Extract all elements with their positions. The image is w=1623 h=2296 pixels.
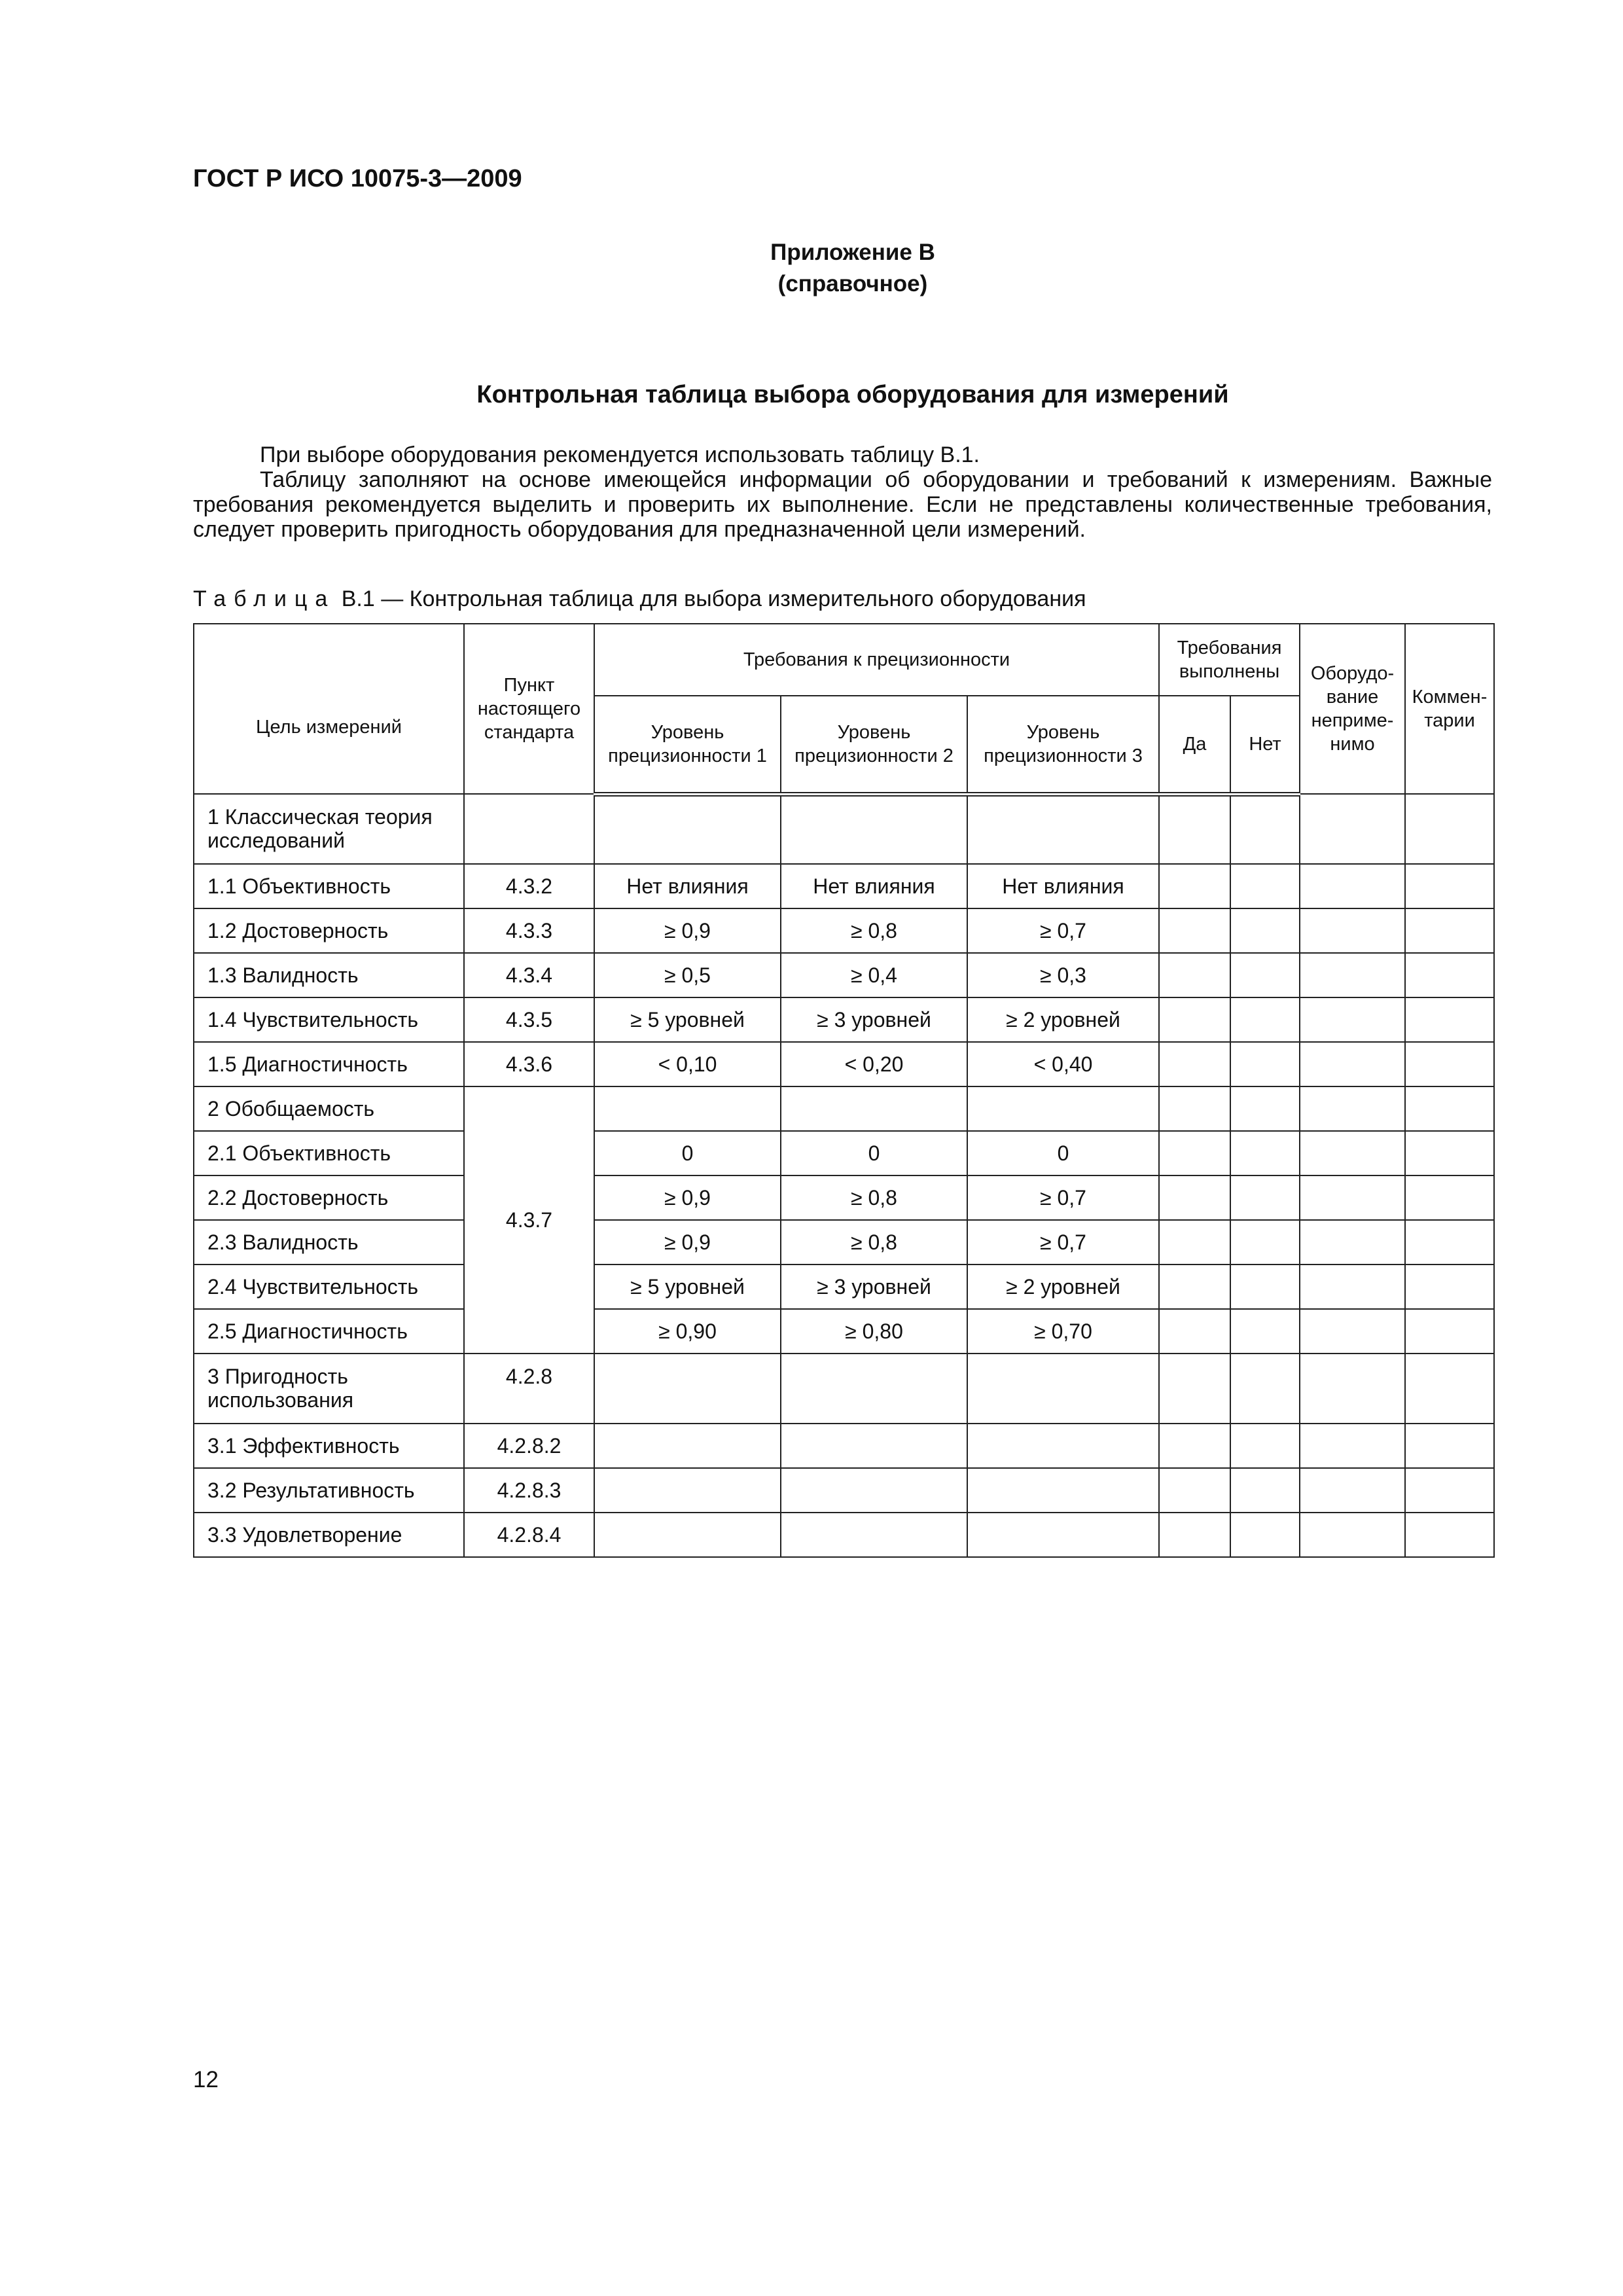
cell-yes (1159, 864, 1230, 908)
cell-comments (1405, 908, 1494, 953)
header-not-applicable: Оборудо-вание неприме-нимо (1300, 624, 1405, 794)
cell-comments (1405, 997, 1494, 1042)
cell-clause: 4.3.2 (464, 864, 594, 908)
cell-level-1: ≥ 0,9 (594, 1175, 781, 1220)
cell-no (1230, 1265, 1300, 1309)
cell-purpose: 3.1 Эффективность (194, 1424, 464, 1468)
table-row (194, 1175, 1494, 1220)
cell-level-3: ≥ 0,7 (967, 1220, 1159, 1265)
cell-purpose: 1 Классическая теория исследований (194, 794, 464, 864)
cell-level-3: ≥ 0,3 (967, 953, 1159, 997)
cell-not-applicable (1300, 1265, 1405, 1309)
appendix-heading (0, 237, 1623, 300)
table-caption-prefix: Таблица (193, 586, 336, 611)
cell-clause: 4.3.7 (464, 1086, 594, 1354)
table-caption (193, 586, 1086, 612)
table-row (194, 794, 1494, 864)
body-paragraph-2: Таблицу заполняют на основе имеющейся информации об оборудовании и требований к измерениям. Важные требования рекомендуется выделить и проверить их выполнение. Если не представлены количественные требования, следует проверить пригодность оборудования для предназначенной цели измерений. (193, 467, 1492, 542)
cell-not-applicable (1300, 1424, 1405, 1468)
cell-not-applicable (1300, 1468, 1405, 1513)
cell-level-1: < 0,10 (594, 1042, 781, 1086)
table-row (194, 1265, 1494, 1309)
table-row (194, 1042, 1494, 1086)
cell-level-1: ≥ 0,90 (594, 1309, 781, 1354)
header-precision-requirements: Требования к прецизионности (594, 624, 1159, 696)
cell-level-2: < 0,20 (781, 1042, 967, 1086)
table-row (194, 1086, 1494, 1131)
cell-not-applicable (1300, 908, 1405, 953)
cell-level-2: ≥ 3 уровней (781, 997, 967, 1042)
cell-level-3: ≥ 0,70 (967, 1309, 1159, 1354)
cell-clause: 4.2.8.3 (464, 1468, 594, 1513)
cell-yes (1159, 1468, 1230, 1513)
cell-level-3 (967, 1424, 1159, 1468)
cell-level-2 (781, 1468, 967, 1513)
table-row (194, 908, 1494, 953)
cell-yes (1159, 1513, 1230, 1557)
cell-level-2: ≥ 0,8 (781, 1220, 967, 1265)
cell-yes (1159, 908, 1230, 953)
cell-no (1230, 1468, 1300, 1513)
cell-level-3 (967, 1354, 1159, 1424)
cell-level-2: ≥ 0,4 (781, 953, 967, 997)
document-code: ГОСТ Р ИСО 10075-3—2009 (193, 165, 522, 192)
cell-clause (464, 794, 594, 864)
cell-yes (1159, 1086, 1230, 1131)
cell-not-applicable (1300, 1220, 1405, 1265)
header-no: Нет (1230, 696, 1300, 794)
cell-level-3: Нет влияния (967, 864, 1159, 908)
cell-yes (1159, 1042, 1230, 1086)
cell-not-applicable (1300, 1175, 1405, 1220)
cell-yes (1159, 1354, 1230, 1424)
cell-no (1230, 1131, 1300, 1175)
cell-no (1230, 794, 1300, 864)
cell-comments (1405, 953, 1494, 997)
cell-level-1 (594, 1468, 781, 1513)
cell-level-2: 0 (781, 1131, 967, 1175)
cell-clause: 4.2.8.2 (464, 1424, 594, 1468)
header-comments: Коммен-тарии (1405, 624, 1494, 794)
page-number: 12 (193, 2067, 219, 2092)
header-clause: Пункт настоящего стандарта (464, 624, 594, 794)
table-row (194, 1424, 1494, 1468)
table-row (194, 1309, 1494, 1354)
cell-not-applicable (1300, 1354, 1405, 1424)
cell-no (1230, 1513, 1300, 1557)
cell-no (1230, 908, 1300, 953)
cell-yes (1159, 1424, 1230, 1468)
cell-no (1230, 864, 1300, 908)
cell-clause: 4.3.3 (464, 908, 594, 953)
cell-clause: 4.2.8 (464, 1354, 594, 1424)
cell-comments (1405, 1042, 1494, 1086)
cell-not-applicable (1300, 1513, 1405, 1557)
cell-comments (1405, 1086, 1494, 1131)
header-level-3: Уровень прецизионности 3 (967, 696, 1159, 794)
cell-level-2 (781, 1354, 967, 1424)
cell-purpose: 2.3 Валидность (194, 1220, 464, 1265)
cell-clause: 4.3.4 (464, 953, 594, 997)
appendix-type: (справочное) (777, 271, 928, 296)
table-caption-text: В.1 — Контрольная таблица для выбора измерительного оборудования (335, 586, 1086, 611)
equipment-checklist-table (193, 623, 1495, 1558)
cell-purpose: 1.5 Диагностичность (194, 1042, 464, 1086)
cell-yes (1159, 1131, 1230, 1175)
cell-level-3: ≥ 0,7 (967, 908, 1159, 953)
cell-no (1230, 997, 1300, 1042)
cell-yes (1159, 1220, 1230, 1265)
cell-level-3 (967, 1468, 1159, 1513)
cell-yes (1159, 1175, 1230, 1220)
table-row (194, 1220, 1494, 1265)
cell-purpose: 2.2 Достоверность (194, 1175, 464, 1220)
cell-not-applicable (1300, 864, 1405, 908)
table-row (194, 1354, 1494, 1424)
cell-level-1: Нет влияния (594, 864, 781, 908)
cell-comments (1405, 1513, 1494, 1557)
table-row (194, 1513, 1494, 1557)
header-yes: Да (1159, 696, 1230, 794)
cell-purpose: 3 Пригодность использования (194, 1354, 464, 1424)
cell-level-1 (594, 1424, 781, 1468)
appendix-title: Приложение В (770, 240, 935, 265)
cell-level-2: ≥ 3 уровней (781, 1265, 967, 1309)
cell-purpose: 2.4 Чувствительность (194, 1265, 464, 1309)
cell-no (1230, 1220, 1300, 1265)
cell-purpose: 2 Обобщаемость (194, 1086, 464, 1131)
cell-level-1 (594, 1513, 781, 1557)
cell-level-3: < 0,40 (967, 1042, 1159, 1086)
cell-level-3 (967, 1513, 1159, 1557)
cell-comments (1405, 1468, 1494, 1513)
cell-no (1230, 1175, 1300, 1220)
cell-purpose: 3.2 Результативность (194, 1468, 464, 1513)
cell-comments (1405, 1131, 1494, 1175)
cell-not-applicable (1300, 1086, 1405, 1131)
cell-level-2: ≥ 0,8 (781, 1175, 967, 1220)
header-level-1: Уровень прецизионности 1 (594, 696, 781, 794)
header-level-2: Уровень прецизионности 2 (781, 696, 967, 794)
cell-comments (1405, 864, 1494, 908)
cell-purpose: 3.3 Удовлетворение (194, 1513, 464, 1557)
cell-clause: 4.2.8.4 (464, 1513, 594, 1557)
cell-not-applicable (1300, 1042, 1405, 1086)
cell-level-3 (967, 794, 1159, 864)
cell-yes (1159, 953, 1230, 997)
cell-level-3: ≥ 2 уровней (967, 997, 1159, 1042)
table-row (194, 953, 1494, 997)
cell-comments (1405, 1265, 1494, 1309)
cell-yes (1159, 794, 1230, 864)
cell-level-2: ≥ 0,80 (781, 1309, 967, 1354)
cell-yes (1159, 1265, 1230, 1309)
cell-comments (1405, 1220, 1494, 1265)
cell-level-1 (594, 1086, 781, 1131)
cell-no (1230, 1086, 1300, 1131)
cell-no (1230, 1309, 1300, 1354)
cell-level-3 (967, 1086, 1159, 1131)
cell-level-2: ≥ 0,8 (781, 908, 967, 953)
cell-purpose: 1.3 Валидность (194, 953, 464, 997)
cell-level-1: ≥ 5 уровней (594, 997, 781, 1042)
cell-comments (1405, 1424, 1494, 1468)
cell-level-3: ≥ 0,7 (967, 1175, 1159, 1220)
cell-purpose: 1.4 Чувствительность (194, 997, 464, 1042)
body-text (193, 442, 1492, 542)
cell-level-1: ≥ 0,5 (594, 953, 781, 997)
cell-purpose: 2.5 Диагностичность (194, 1309, 464, 1354)
cell-clause: 4.3.5 (464, 997, 594, 1042)
cell-level-1: 0 (594, 1131, 781, 1175)
cell-level-1: ≥ 0,9 (594, 1220, 781, 1265)
cell-level-1 (594, 794, 781, 864)
cell-level-3: 0 (967, 1131, 1159, 1175)
header-requirements-met: Требования выполнены (1159, 624, 1300, 696)
cell-not-applicable (1300, 997, 1405, 1042)
cell-purpose: 1.2 Достоверность (194, 908, 464, 953)
cell-not-applicable (1300, 1131, 1405, 1175)
cell-level-2 (781, 1513, 967, 1557)
cell-level-2: Нет влияния (781, 864, 967, 908)
header-purpose: Цель измерений (194, 624, 464, 794)
body-paragraph-1: При выборе оборудования рекомендуется использовать таблицу В.1. (260, 442, 980, 467)
cell-level-3: ≥ 2 уровней (967, 1265, 1159, 1309)
cell-no (1230, 1424, 1300, 1468)
cell-comments (1405, 1175, 1494, 1220)
cell-comments (1405, 1309, 1494, 1354)
cell-yes (1159, 997, 1230, 1042)
cell-level-2 (781, 1086, 967, 1131)
cell-yes (1159, 1309, 1230, 1354)
table-row (194, 864, 1494, 908)
cell-not-applicable (1300, 794, 1405, 864)
cell-no (1230, 1042, 1300, 1086)
cell-purpose: 2.1 Объективность (194, 1131, 464, 1175)
cell-clause: 4.3.6 (464, 1042, 594, 1086)
table-row (194, 1131, 1494, 1175)
table-row (194, 997, 1494, 1042)
cell-purpose: 1.1 Объективность (194, 864, 464, 908)
cell-level-2 (781, 794, 967, 864)
cell-level-1: ≥ 0,9 (594, 908, 781, 953)
cell-level-1: ≥ 5 уровней (594, 1265, 781, 1309)
cell-comments (1405, 1354, 1494, 1424)
cell-not-applicable (1300, 1309, 1405, 1354)
cell-level-1 (594, 1354, 781, 1424)
cell-no (1230, 953, 1300, 997)
section-title: Контрольная таблица выбора оборудования для измерений (476, 381, 1229, 408)
cell-level-2 (781, 1424, 967, 1468)
cell-comments (1405, 794, 1494, 864)
cell-not-applicable (1300, 953, 1405, 997)
cell-no (1230, 1354, 1300, 1424)
table-row (194, 1468, 1494, 1513)
